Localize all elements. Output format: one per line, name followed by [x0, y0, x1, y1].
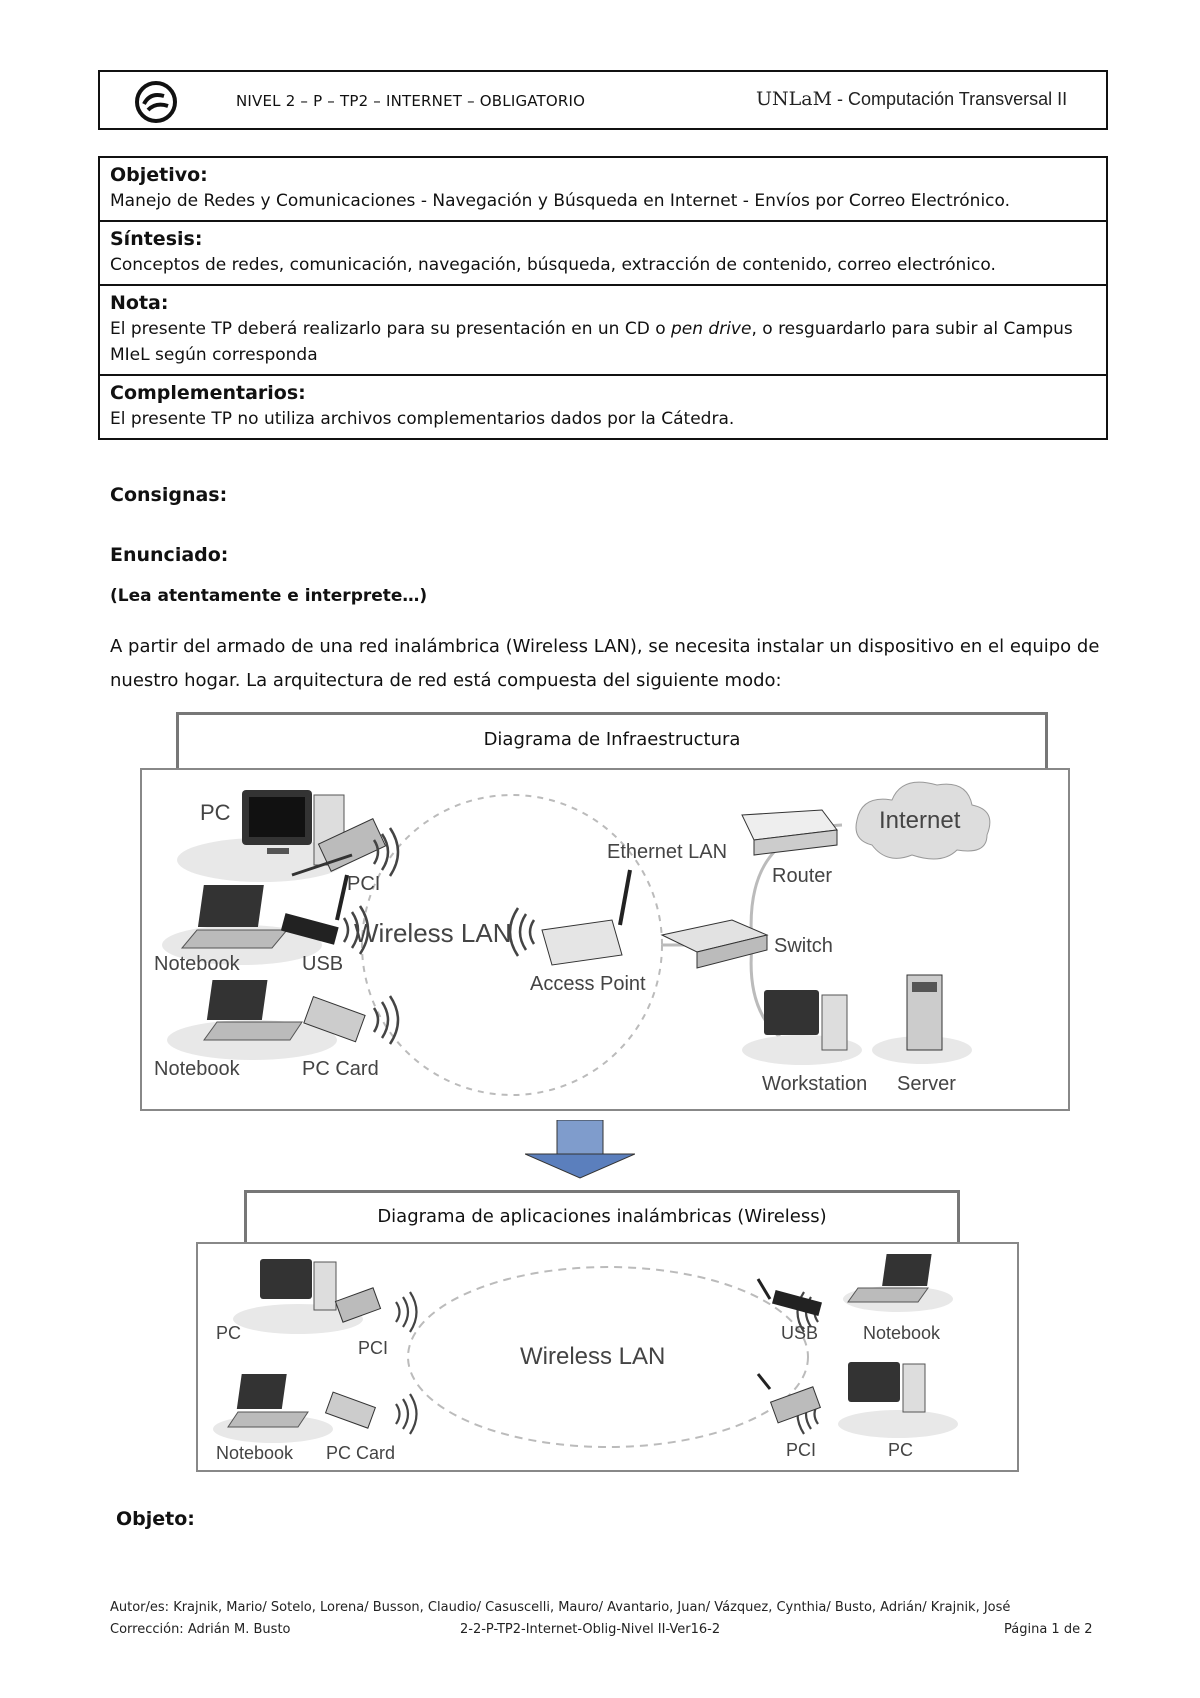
objetivo-row	[100, 158, 1106, 222]
objetivo-text: Manejo de Redes y Comunicaciones - Navegación y Búsqueda en Internet - Envíos por Correo Electrónico.	[110, 191, 1011, 211]
label-wireless-lan: Wireless LAN	[520, 1343, 666, 1370]
enunciado-heading: Enunciado:	[110, 544, 229, 566]
label-pc-right: PC	[888, 1440, 914, 1460]
lea-note: (Lea atentamente e interprete…)	[110, 586, 428, 606]
label-usb: USB	[302, 953, 344, 975]
workstation-icon	[742, 990, 862, 1065]
nota-text-em: pen drive	[671, 319, 752, 339]
nota-text-a: El presente TP deberá realizarlo para su presentación en un CD o	[110, 319, 671, 339]
label-pci-right: PCI	[786, 1440, 817, 1460]
label-ethernet-lan: Ethernet LAN	[607, 841, 728, 863]
diagram1-box	[140, 768, 1070, 1111]
sintesis-row	[100, 222, 1106, 286]
pc-computer-icon	[233, 1259, 381, 1334]
footer-page: Página 1 de 2	[1004, 1622, 1093, 1637]
intro-paragraph: A partir del armado de una red inalámbrica (Wireless LAN), se necesita instalar un dispositivo en el equipo de nuestro hogar. La arquitectura de red está compuesta del siguiente modo:	[110, 636, 1100, 691]
server-icon	[872, 975, 972, 1064]
complementarios-text: El presente TP no utiliza archivos complementarios dados por la Cátedra.	[110, 409, 735, 429]
infrastructure-diagram	[142, 770, 1068, 1109]
info-table	[98, 156, 1108, 440]
wireless-applications-diagram	[198, 1244, 1017, 1470]
nota-text-b: , o resguardarlo para subir al Campus MIeL según corresponda	[110, 319, 1073, 365]
page-header	[98, 70, 1108, 130]
notebook-pccard-icon	[213, 1374, 375, 1443]
label-workstation: Workstation	[762, 1073, 868, 1095]
label-switch: Switch	[774, 935, 833, 957]
footer-file: 2-2-P-TP2-Internet-Oblig-Nivel II-Ver16-2	[460, 1622, 721, 1637]
label-access-point: Access Point	[530, 973, 646, 995]
objetivo-label: Objetivo:	[110, 164, 208, 186]
label-notebook-2: Notebook	[154, 1058, 240, 1080]
nota-row	[100, 286, 1106, 376]
notebook-usb-icon	[162, 875, 347, 965]
pc-computer-icon	[758, 1362, 958, 1438]
notebook-usb-icon	[758, 1254, 953, 1316]
label-pc-card: PC Card	[302, 1058, 379, 1080]
label-pci: PCI	[347, 873, 381, 895]
label-server: Server	[897, 1073, 956, 1095]
objeto-heading: Objeto:	[116, 1508, 195, 1530]
diagram1-title: Diagrama de Infraestructura	[176, 712, 1048, 768]
nota-text	[110, 316, 1096, 368]
header-title: NIVEL 2 – P – TP2 – INTERNET – OBLIGATORIO	[236, 92, 586, 110]
label-notebook-1: Notebook	[154, 953, 240, 975]
label-pci: PCI	[358, 1338, 389, 1358]
diagram2-title: Diagrama de aplicaciones inalámbricas (Wireless)	[244, 1190, 960, 1242]
diagram2-box	[196, 1242, 1019, 1472]
label-pc: PC	[200, 800, 231, 825]
nota-label: Nota:	[110, 292, 169, 314]
sintesis-text: Conceptos de redes, comunicación, navegación, búsqueda, extracción de contenido, correo electrónico.	[110, 255, 996, 275]
label-pc-card: PC Card	[326, 1443, 396, 1463]
consignas-heading: Consignas:	[110, 484, 228, 506]
complementarios-label: Complementarios:	[110, 382, 306, 404]
footer-correction: Corrección: Adrián M. Busto	[110, 1622, 291, 1637]
label-usb: USB	[781, 1323, 819, 1343]
complementarios-row	[100, 376, 1106, 438]
notebook-pccard-icon	[167, 980, 365, 1060]
label-internet: Internet	[879, 807, 961, 834]
footer-authors: Autor/es: Krajnik, Mario/ Sotelo, Lorena/ Busson, Claudio/ Casuscelli, Mauro/ Avantario, Juan/ Vázquez, Cynthia/ Busto, Adrián/ Krajnik, José	[110, 1600, 1011, 1615]
label-notebook: Notebook	[216, 1443, 294, 1463]
header-brand	[756, 88, 1067, 110]
label-notebook-right: Notebook	[863, 1323, 941, 1343]
university-logo	[134, 80, 178, 124]
label-pc: PC	[216, 1323, 242, 1343]
brand-rest: - Computación Transversal II	[832, 89, 1068, 109]
label-wireless-lan: Wireless LAN	[354, 918, 512, 948]
down-arrow-icon	[525, 1120, 635, 1180]
brand-main: UNLaM	[756, 88, 833, 110]
sintesis-label: Síntesis:	[110, 228, 203, 250]
router-icon	[742, 810, 837, 855]
label-router: Router	[772, 865, 833, 887]
access-point-icon	[542, 870, 630, 965]
